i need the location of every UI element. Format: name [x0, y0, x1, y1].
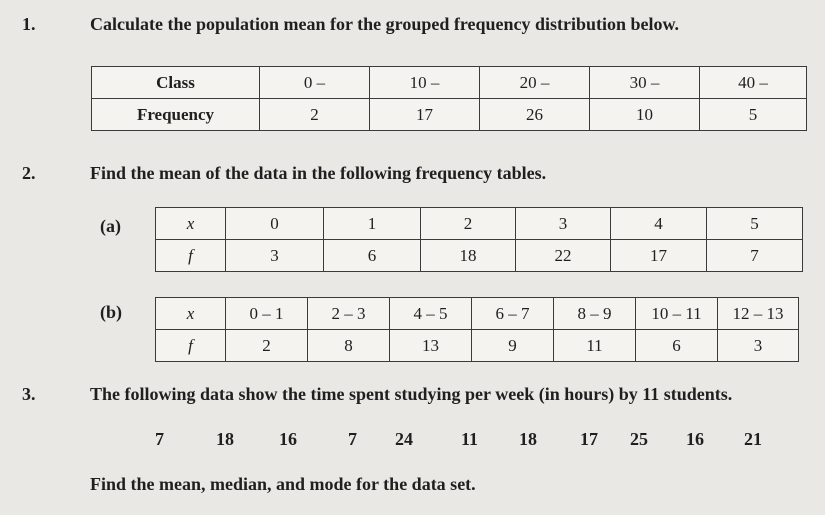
question-3-instruction: Find the mean, median, and mode for the data set.: [90, 474, 476, 494]
x-cell: 3: [516, 208, 611, 240]
x-cell: 1: [324, 208, 421, 240]
f-cell: 18: [421, 240, 516, 272]
data-value: 24: [395, 429, 413, 449]
x-cell: 2 – 3: [308, 298, 390, 330]
x-cell: 6 – 7: [472, 298, 554, 330]
frequency-cell: 26: [480, 99, 590, 131]
f-cell: 22: [516, 240, 611, 272]
class-cell: 0 –: [260, 67, 370, 99]
f-cell: 3: [718, 330, 799, 362]
f-cell: 6: [324, 240, 421, 272]
question-1-number: 1.: [22, 14, 36, 34]
table-row: [156, 298, 799, 330]
f-cell: 8: [308, 330, 390, 362]
data-value: 25: [630, 429, 648, 449]
x-cell: 12 – 13: [718, 298, 799, 330]
table-row: [156, 330, 799, 362]
table-row: [156, 240, 803, 272]
f-header: f: [156, 240, 226, 272]
part-a-label: (a): [100, 216, 121, 236]
data-value: 17: [580, 429, 598, 449]
f-cell: 9: [472, 330, 554, 362]
class-frequency-table: [91, 66, 807, 131]
x-cell: 0 – 1: [226, 298, 308, 330]
class-cell: 10 –: [370, 67, 480, 99]
x-cell: 4: [611, 208, 707, 240]
table-row: [156, 208, 803, 240]
frequency-cell: 17: [370, 99, 480, 131]
f-cell: 13: [390, 330, 472, 362]
f-cell: 6: [636, 330, 718, 362]
x-header: x: [156, 208, 226, 240]
frequency-header: Frequency: [92, 99, 260, 131]
class-cell: 40 –: [700, 67, 807, 99]
x-cell: 4 – 5: [390, 298, 472, 330]
x-header: x: [156, 298, 226, 330]
data-value: 16: [279, 429, 297, 449]
question-2-number: 2.: [22, 163, 36, 183]
question-1-text: Calculate the population mean for the grouped frequency distribution below.: [90, 14, 680, 34]
data-value: 7: [155, 429, 164, 449]
frequency-table-b: [155, 297, 799, 362]
f-header: f: [156, 330, 226, 362]
part-b-label: (b): [100, 302, 122, 322]
question-3-text: The following data show the time spent studying per week (in hours) by 11 students.: [90, 384, 733, 404]
table-row: [92, 67, 807, 99]
class-header: Class: [92, 67, 260, 99]
f-cell: 17: [611, 240, 707, 272]
frequency-cell: 10: [590, 99, 700, 131]
frequency-table-a: [155, 207, 803, 272]
x-cell: 2: [421, 208, 516, 240]
f-cell: 2: [226, 330, 308, 362]
class-cell: 30 –: [590, 67, 700, 99]
x-cell: 8 – 9: [554, 298, 636, 330]
x-cell: 10 – 11: [636, 298, 718, 330]
table-row: [92, 99, 807, 131]
data-value: 18: [216, 429, 234, 449]
data-value: 11: [461, 429, 479, 449]
data-value: 21: [744, 429, 762, 449]
question-2-text: Find the mean of the data in the following frequency tables.: [90, 163, 547, 183]
frequency-cell: 2: [260, 99, 370, 131]
data-value: 16: [686, 429, 704, 449]
question-3-number: 3.: [22, 384, 36, 404]
f-cell: 3: [226, 240, 324, 272]
x-cell: 0: [226, 208, 324, 240]
f-cell: 7: [707, 240, 803, 272]
x-cell: 5: [707, 208, 803, 240]
class-cell: 20 –: [480, 67, 590, 99]
frequency-cell: 5: [700, 99, 807, 131]
data-value: 7: [348, 429, 357, 449]
data-value: 18: [519, 429, 537, 449]
f-cell: 11: [554, 330, 636, 362]
